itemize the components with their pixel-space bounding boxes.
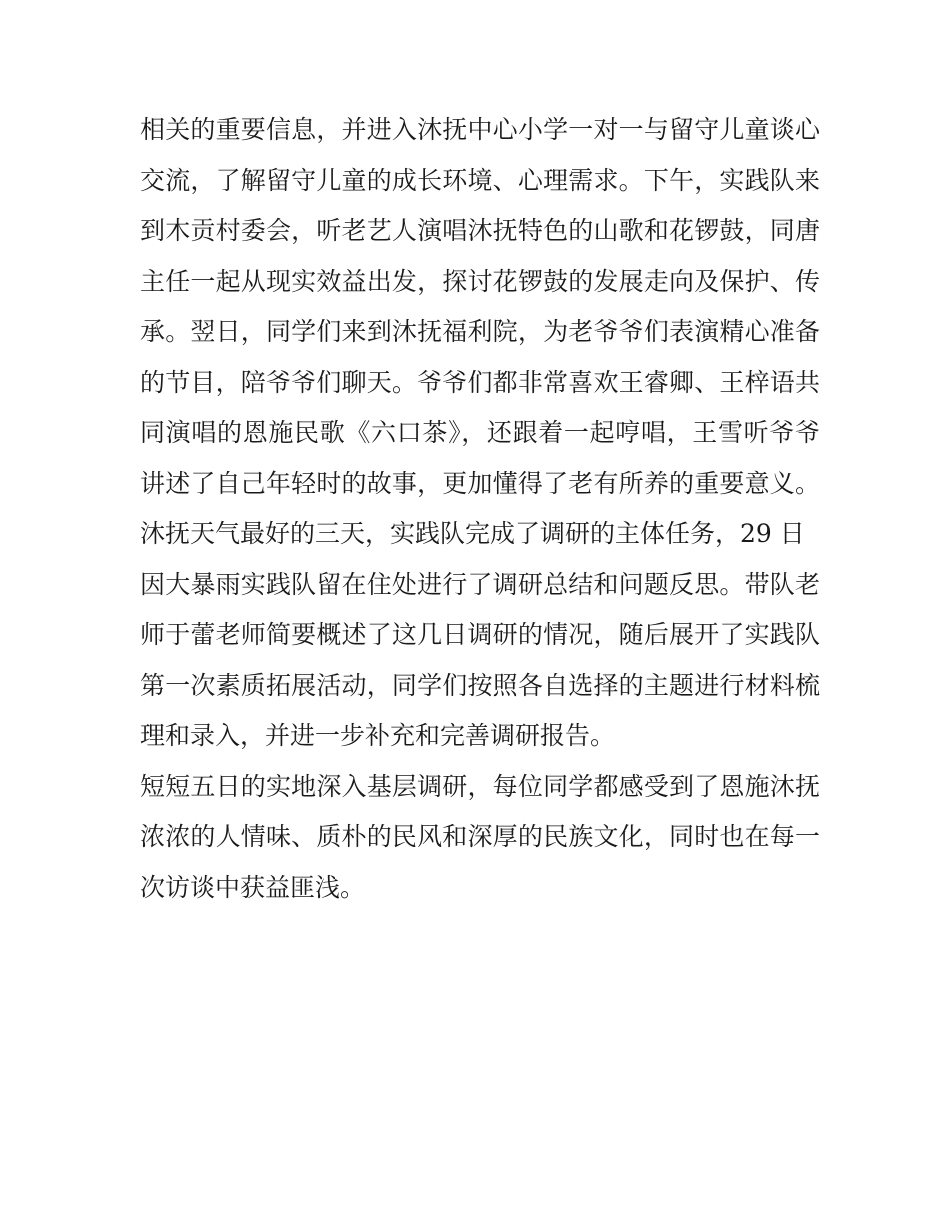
text-line: 第一次素质拓展活动，同学们按照各自选择的主题进行材料梳 bbox=[140, 670, 820, 700]
text-line: 理和录入，并进一步补充和完善调研报告。 bbox=[140, 721, 616, 750]
text-line: 沐抚天气最好的三天，实践队完成了调研的主体任务，29 日 bbox=[140, 519, 805, 548]
text-line: 师于蕾老师简要概述了这几日调研的情况，随后展开了实践队 bbox=[140, 620, 820, 649]
text-line: 同演唱的恩施民歌《六口茶》，还跟着一起哼唱，王雪听爷爷 bbox=[140, 418, 820, 447]
text-line: 浓浓的人情味、质朴的民风和深厚的民族文化，同时也在每一 bbox=[140, 822, 820, 851]
body-text bbox=[140, 105, 820, 913]
text-line: 承。翌日，同学们来到沐抚福利院，为老爷爷们表演精心准备 bbox=[140, 317, 820, 346]
text-line: 次访谈中获益匪浅。 bbox=[140, 872, 366, 902]
text-line: 相关的重要信息，并进入沐抚中心小学一对一与留守儿童谈心 bbox=[140, 115, 820, 144]
text-line: 讲述了自己年轻时的故事，更加懂得了老有所养的重要意义。 bbox=[140, 468, 820, 498]
text-line: 的节目，陪爷爷们聊天。爷爷们都非常喜欢王睿卿、王梓语共 bbox=[140, 367, 820, 397]
text-line: 主任一起从现实效益出发，探讨花锣鼓的发展走向及保护、传 bbox=[140, 266, 820, 296]
text-line: 短短五日的实地深入基层调研，每位同学都感受到了恩施沐抚 bbox=[140, 771, 820, 801]
text-line: 到木贡村委会，听老艺人演唱沐抚特色的山歌和花锣鼓，同唐 bbox=[140, 216, 820, 245]
text-line: 因大暴雨实践队留在住处进行了调研总结和问题反思。带队老 bbox=[140, 569, 820, 599]
text-line: 交流，了解留守儿童的成长环境、心理需求。下午，实践队来 bbox=[140, 165, 820, 195]
